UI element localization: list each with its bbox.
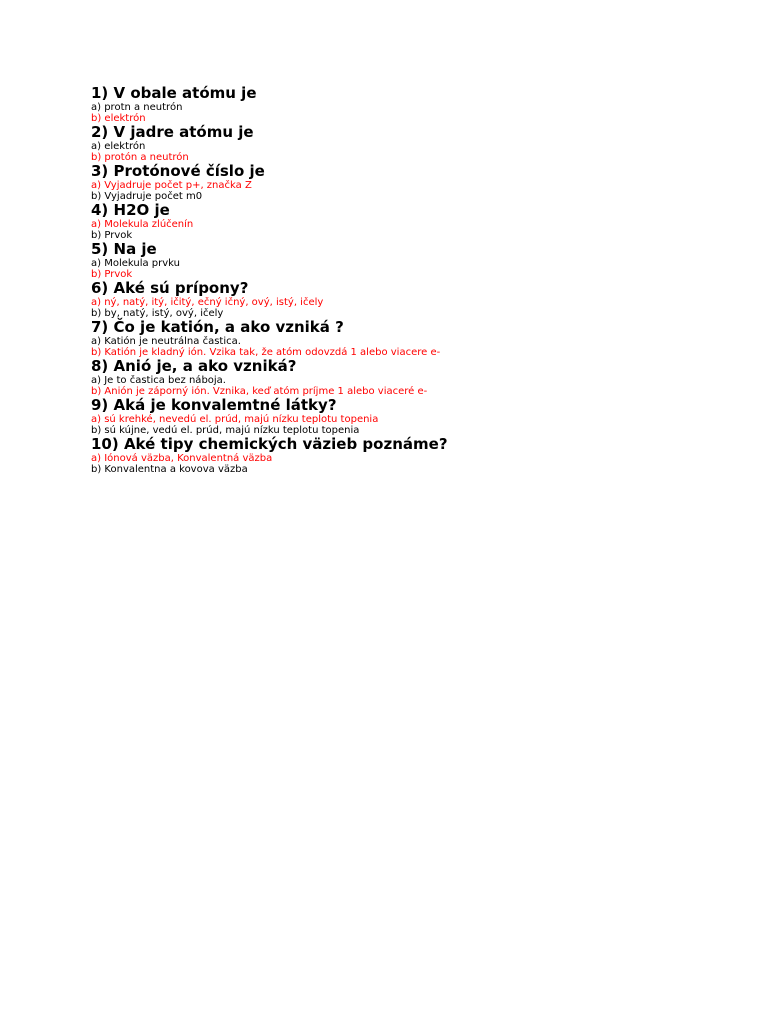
answer-a: a) Molekula prvku bbox=[91, 258, 180, 269]
answer-b: b) Katión je kladný ión. Vzika tak, že atóm odovzdá 1 alebo viacere e- bbox=[91, 347, 441, 358]
answer-a: a) ný, natý, itý, ičitý, ečný ičný, ový, istý, ičely bbox=[91, 297, 324, 308]
question-title: 7) Čo je katión, a ako vzniká ? bbox=[91, 318, 344, 336]
answer-b: b) Prvok bbox=[91, 269, 133, 280]
question-title: 6) Aké sú prípony? bbox=[91, 279, 249, 297]
answer-a: a) Molekula zlúčenín bbox=[91, 219, 194, 230]
question-10 bbox=[91, 436, 731, 475]
answer-b: b) Anión je záporný ión. Vznika, keď atóm príjme 1 alebo viaceré e- bbox=[91, 386, 428, 397]
answer-a: a) Je to častica bez náboja. bbox=[91, 375, 226, 386]
answer-b: b) Konvalentna a kovova väzba bbox=[91, 464, 248, 475]
question-6 bbox=[91, 280, 731, 319]
answer-b: b) protón a neutrón bbox=[91, 152, 189, 163]
answer-b: b) Vyjadruje počet m0 bbox=[91, 191, 203, 202]
question-title: 9) Aká je konvalemtné látky? bbox=[91, 396, 337, 414]
answer-b: b) Prvok bbox=[91, 230, 133, 241]
question-title: 10) Aké tipy chemických väzieb poznáme? bbox=[91, 435, 448, 453]
answer-a: a) Katión je neutrálna častica. bbox=[91, 336, 241, 347]
answer-a: a) Vyjadruje počet p+, značka Z bbox=[91, 180, 252, 191]
answer-a: a) Iónová väzba, Konvalentná väzba bbox=[91, 453, 273, 464]
answer-a: a) protn a neutrón bbox=[91, 102, 183, 113]
question-9 bbox=[91, 397, 731, 436]
question-title: 1) V obale atómu je bbox=[91, 84, 257, 102]
question-2 bbox=[91, 124, 731, 163]
answer-b: b) elektrón bbox=[91, 113, 146, 124]
answer-b: b) sú kújne, vedú el. prúd, majú nízku teplotu topenia bbox=[91, 425, 360, 436]
question-5 bbox=[91, 241, 731, 280]
answer-a: a) sú krehké, nevedú el. prúd, majú nízku teplotu topenia bbox=[91, 414, 379, 425]
question-7 bbox=[91, 319, 731, 358]
answer-a: a) elektrón bbox=[91, 141, 146, 152]
question-title: 2) V jadre atómu je bbox=[91, 123, 254, 141]
question-title: 8) Anió je, a ako vzniká? bbox=[91, 357, 297, 375]
quiz-document bbox=[91, 85, 731, 475]
question-4 bbox=[91, 202, 731, 241]
question-title: 3) Protónové číslo je bbox=[91, 162, 265, 180]
question-title: 5) Na je bbox=[91, 240, 157, 258]
question-1 bbox=[91, 85, 731, 124]
question-title: 4) H2O je bbox=[91, 201, 170, 219]
question-3 bbox=[91, 163, 731, 202]
answer-b: b) by, natý, istý, ový, ičely bbox=[91, 308, 224, 319]
question-8 bbox=[91, 358, 731, 397]
